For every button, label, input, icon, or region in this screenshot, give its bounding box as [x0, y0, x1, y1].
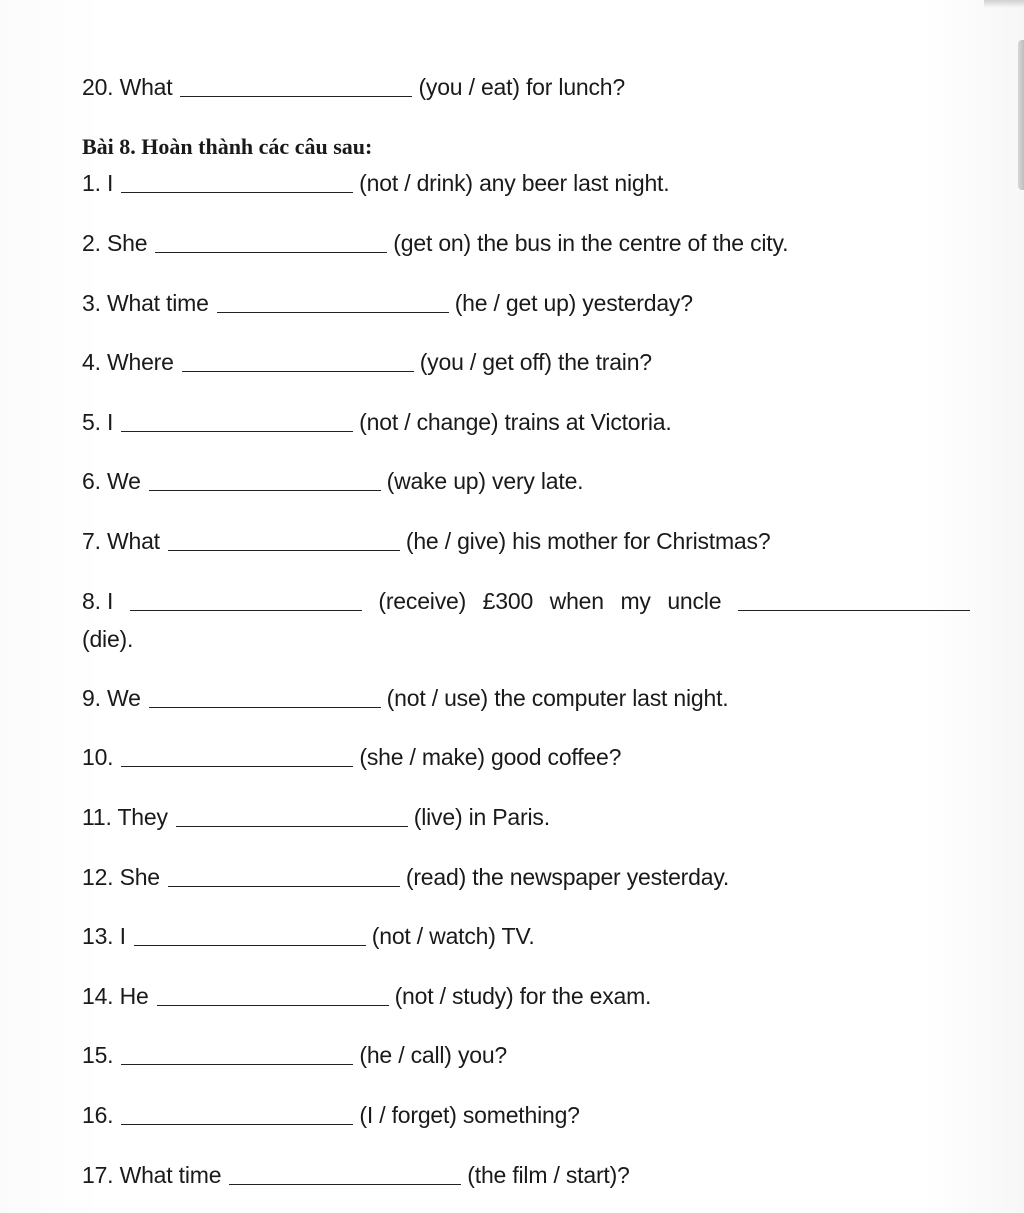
item-suffix: (not / use) the computer last night.: [386, 685, 729, 711]
answer-blank: [149, 685, 381, 708]
answer-blank: [121, 744, 353, 767]
item-prefix: 14. He: [82, 983, 149, 1009]
section-heading: Bài 8. Hoàn thành các câu sau:: [82, 134, 373, 159]
item-suffix: (read) the newspaper yesterday.: [405, 864, 730, 890]
item-suffix: (not / watch) TV.: [371, 923, 535, 949]
answer-blank: [121, 1042, 353, 1065]
item-word: (receive): [378, 588, 467, 614]
exercise-item-8: [82, 586, 970, 616]
item-suffix: (you / get off) the train?: [419, 349, 652, 375]
exercise-item-5: [82, 407, 672, 437]
exercise-item-4: [82, 347, 652, 377]
answer-blank: [149, 468, 381, 491]
exercise-item-20: [82, 72, 625, 102]
item-suffix: (the film / start)?: [467, 1162, 630, 1188]
item-word: uncle: [667, 588, 722, 614]
answer-blank: [168, 864, 400, 887]
exercise-item-12: [82, 862, 729, 892]
item-prefix: 15.: [82, 1042, 114, 1068]
item-prefix: 20. What: [82, 74, 173, 100]
item-suffix: (get on) the bus in the centre of the city.: [393, 230, 789, 256]
item-suffix: (not / change) trains at Victoria.: [359, 409, 672, 435]
item-prefix: 6. We: [82, 468, 141, 494]
answer-blank: [182, 349, 414, 372]
answer-blank: [155, 230, 387, 253]
item-word: £300: [482, 588, 534, 614]
answer-blank: [180, 74, 412, 97]
answer-blank: [168, 528, 400, 551]
item-prefix: 4. Where: [82, 349, 174, 375]
exercise-item-2: [82, 228, 788, 258]
exercise-item-14: [82, 981, 651, 1011]
item-suffix: (wake up) very late.: [386, 468, 584, 494]
item-suffix: (I / forget) something?: [359, 1102, 580, 1128]
exercise-item-13: [82, 921, 535, 951]
item-prefix: 7. What: [82, 528, 160, 554]
page-edge-shadow: [1018, 40, 1024, 190]
item-prefix: 9. We: [82, 685, 141, 711]
exercise-item-11: [82, 802, 550, 832]
exercise-item-6: [82, 466, 583, 496]
item-prefix: 2. She: [82, 230, 148, 256]
exercise-item-15: [82, 1040, 507, 1070]
item-suffix: (not / drink) any beer last night.: [359, 170, 670, 196]
answer-blank: [121, 409, 353, 432]
answer-blank: [121, 1102, 353, 1125]
answer-blank: [738, 588, 970, 611]
item-word: my: [620, 588, 651, 614]
item-suffix: (not / study) for the exam.: [394, 983, 652, 1009]
exercise-item-9: [82, 683, 728, 713]
answer-blank: [134, 923, 366, 946]
item-prefix: 16.: [82, 1102, 114, 1128]
item-suffix: (he / get up) yesterday?: [454, 290, 693, 316]
exercise-item-10: [82, 742, 621, 772]
exercise-item-7: [82, 526, 770, 556]
exercise-item-8-continuation: (die).: [82, 626, 134, 652]
item-prefix: 1. I: [82, 170, 114, 196]
answer-blank: [217, 290, 449, 313]
exercise-item-1: [82, 168, 669, 198]
answer-blank: [130, 588, 362, 611]
item-prefix: 3. What time: [82, 290, 209, 316]
answer-blank: [176, 804, 408, 827]
item-prefix: 11. They: [82, 804, 168, 830]
answer-blank: [157, 983, 389, 1006]
exercise-item-16: [82, 1100, 580, 1130]
item-prefix: 12. She: [82, 864, 160, 890]
item-word: when: [549, 588, 604, 614]
item-suffix: (live) in Paris.: [413, 804, 550, 830]
item-prefix: 17. What time: [82, 1162, 222, 1188]
exercise-item-17: [82, 1160, 630, 1190]
item-suffix: (you / eat) for lunch?: [418, 74, 625, 100]
item-prefix: 13. I: [82, 923, 126, 949]
item-prefix: 10.: [82, 744, 114, 770]
exercise-item-3: [82, 288, 693, 318]
item-suffix: (he / call) you?: [359, 1042, 508, 1068]
item-suffix: (he / give) his mother for Christmas?: [405, 528, 771, 554]
item-prefix: 8. I: [82, 588, 114, 614]
answer-blank: [229, 1162, 461, 1185]
item-suffix: (she / make) good coffee?: [359, 744, 622, 770]
answer-blank: [121, 170, 353, 193]
item-prefix: 5. I: [82, 409, 114, 435]
page-corner-shadow: [984, 0, 1024, 8]
